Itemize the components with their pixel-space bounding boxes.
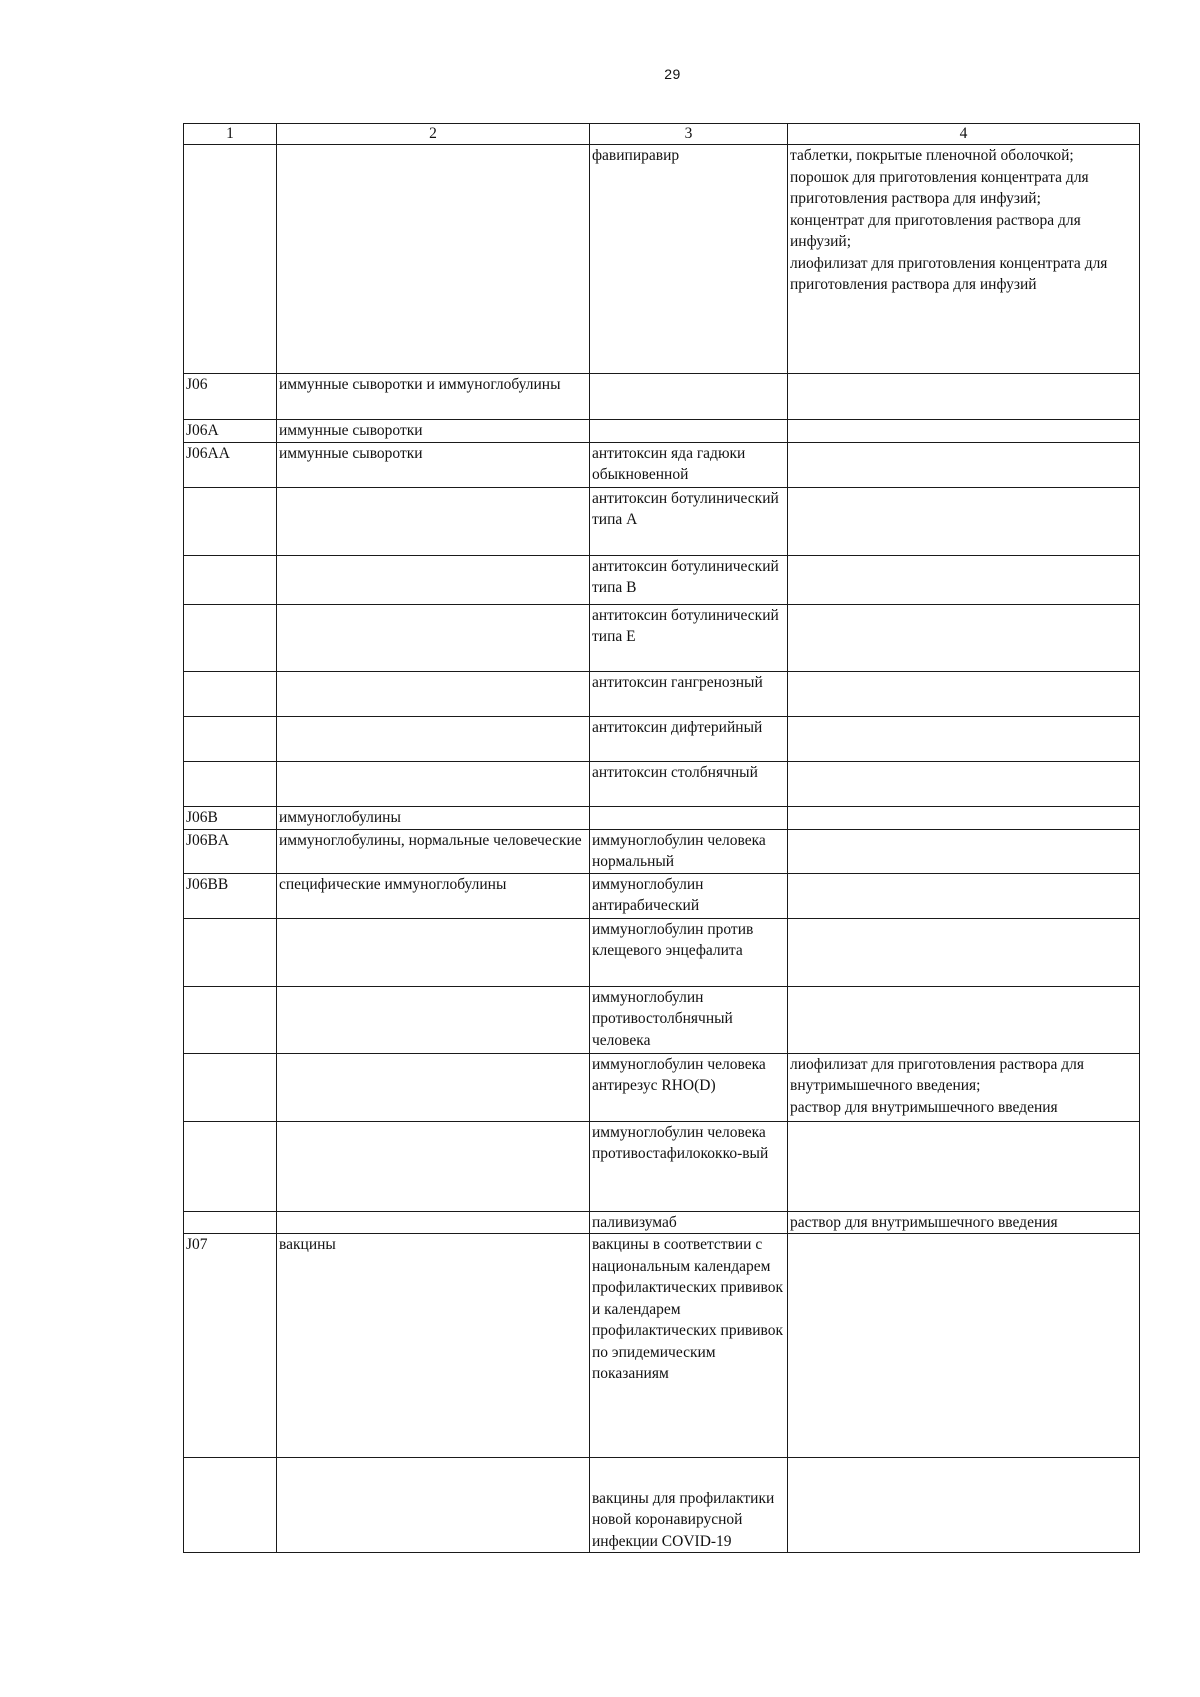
group-name-cell: иммуноглобулины — [277, 806, 590, 829]
dosage-form-line: лиофилизат для приготовления раствора для внутримышечного введения; — [790, 1055, 1085, 1094]
column-header-2: 2 — [277, 124, 590, 145]
drug-table — [183, 123, 1140, 1553]
table-row — [184, 1121, 1140, 1211]
dosage-form-line: концентрат для приготовления раствора для инфузий; — [790, 211, 1081, 250]
table-row — [184, 716, 1140, 761]
drug-name-cell: антитоксин ботулинический типа B — [590, 555, 788, 604]
drug-name-cell — [590, 374, 788, 420]
group-name-cell — [277, 1121, 590, 1211]
group-name-cell: специфические иммуноглобулины — [277, 873, 590, 918]
dosage-forms-cell — [788, 442, 1140, 487]
atc-code-cell — [184, 1211, 277, 1234]
atc-code-cell: J06B — [184, 806, 277, 829]
drug-name-cell: антитоксин ботулинический типа E — [590, 604, 788, 671]
dosage-forms-cell — [788, 806, 1140, 829]
table-row — [184, 873, 1140, 918]
column-header-3: 3 — [590, 124, 788, 145]
drug-name-cell: иммуноглобулин антирабический — [590, 873, 788, 918]
dosage-forms-cell — [788, 145, 1140, 374]
group-name-cell — [277, 1053, 590, 1121]
table-row — [184, 145, 1140, 374]
atc-code-cell — [184, 145, 277, 374]
table-row — [184, 829, 1140, 873]
table-row — [184, 555, 1140, 604]
table-row — [184, 374, 1140, 420]
group-name-cell — [277, 604, 590, 671]
dosage-forms-cell — [788, 420, 1140, 443]
atc-code-cell — [184, 604, 277, 671]
group-name-cell — [277, 716, 590, 761]
drug-name-cell: антитоксин яда гадюки обыкновенной — [590, 442, 788, 487]
drug-name-cell: иммуноглобулин противостолбнячный человека — [590, 986, 788, 1053]
group-name-cell — [277, 1211, 590, 1234]
drug-name-cell: антитоксин ботулинический типа A — [590, 487, 788, 555]
dosage-form-line: таблетки, покрытые пленочной оболочкой; — [790, 147, 1074, 164]
dosage-form-line: раствор для внутримышечного введения — [790, 1098, 1058, 1116]
atc-code-cell: J06 — [184, 374, 277, 420]
table-row — [184, 442, 1140, 487]
drug-name-cell: фавипиравир — [590, 145, 788, 374]
atc-code-cell — [184, 1053, 277, 1121]
atc-code-cell — [184, 986, 277, 1053]
atc-code-cell — [184, 761, 277, 806]
table-row — [184, 986, 1140, 1053]
atc-code-cell: J07 — [184, 1234, 277, 1458]
table-row — [184, 761, 1140, 806]
dosage-forms-cell — [788, 918, 1140, 986]
dosage-forms-cell — [788, 761, 1140, 806]
table-row — [184, 1234, 1140, 1458]
atc-code-cell — [184, 555, 277, 604]
atc-code-cell: J06AA — [184, 442, 277, 487]
drug-name-cell: антитоксин столбнячный — [590, 761, 788, 806]
table-row — [184, 487, 1140, 555]
column-header-4: 4 — [788, 124, 1140, 145]
dosage-forms-cell — [788, 986, 1140, 1053]
group-name-cell: иммунные сыворотки — [277, 442, 590, 487]
drug-name-cell: иммуноглобулин человека антирезус RHO(D) — [590, 1053, 788, 1121]
dosage-forms-cell — [788, 1053, 1140, 1121]
table-row — [184, 1211, 1140, 1234]
atc-code-cell: J06A — [184, 420, 277, 443]
table-row — [184, 604, 1140, 671]
table-row — [184, 1458, 1140, 1553]
group-name-cell: иммуноглобулины, нормальные человеческие — [277, 829, 590, 873]
dosage-forms-cell — [788, 555, 1140, 604]
group-name-cell: иммунные сыворотки и иммуноглобулины — [277, 374, 590, 420]
atc-code-cell: J06BA — [184, 829, 277, 873]
atc-code-cell — [184, 918, 277, 986]
drug-name-cell: паливизумаб — [590, 1211, 788, 1234]
table-row — [184, 806, 1140, 829]
drug-name-cell: иммуноглобулин человека нормальный — [590, 829, 788, 873]
table-row — [184, 671, 1140, 716]
group-name-cell: вакцины — [277, 1234, 590, 1458]
atc-code-cell — [184, 1458, 277, 1553]
dosage-forms-cell — [788, 1234, 1140, 1458]
group-name-cell — [277, 986, 590, 1053]
table-row — [184, 918, 1140, 986]
drug-name-cell: иммуноглобулин против клещевого энцефалита — [590, 918, 788, 986]
dosage-forms-cell — [788, 1458, 1140, 1553]
table-row — [184, 420, 1140, 443]
dosage-form-line: раствор для внутримышечного введения — [790, 1213, 1058, 1231]
group-name-cell: иммунные сыворотки — [277, 420, 590, 443]
atc-code-cell — [184, 716, 277, 761]
drug-name-cell — [590, 420, 788, 443]
group-name-cell — [277, 487, 590, 555]
drug-name-cell: антитоксин дифтерийный — [590, 716, 788, 761]
group-name-cell — [277, 555, 590, 604]
page-number: 29 — [664, 66, 681, 82]
drug-name-cell: иммуноглобулин человека противостафилококко-вый — [590, 1121, 788, 1211]
atc-code-cell — [184, 487, 277, 555]
dosage-forms-cell — [788, 671, 1140, 716]
dosage-forms-cell — [788, 829, 1140, 873]
drug-name-cell: антитоксин гангренозный — [590, 671, 788, 716]
group-name-cell — [277, 145, 590, 374]
drug-name-cell: вакцины для профилактики новой коронавирусной инфекции COVID-19 — [590, 1458, 788, 1553]
dosage-forms-cell — [788, 1121, 1140, 1211]
table-row — [184, 1053, 1140, 1121]
atc-code-cell: J06BB — [184, 873, 277, 918]
dosage-forms-cell — [788, 604, 1140, 671]
dosage-forms-cell — [788, 374, 1140, 420]
dosage-form-line: лиофилизат для приготовления концентрата для приготовления раствора для инфузий — [790, 254, 1108, 293]
dosage-forms-cell — [788, 716, 1140, 761]
drug-name-cell: вакцины в соответствии с национальным календарем профилактических прививок и календарем профилактических прививок по эпидемическим показаниям — [590, 1234, 788, 1458]
group-name-cell — [277, 918, 590, 986]
drug-name-cell — [590, 806, 788, 829]
atc-code-cell — [184, 671, 277, 716]
column-header-1: 1 — [184, 124, 277, 145]
dosage-forms-cell — [788, 487, 1140, 555]
atc-code-cell — [184, 1121, 277, 1211]
group-name-cell — [277, 761, 590, 806]
group-name-cell — [277, 1458, 590, 1553]
table-header-row — [184, 124, 1140, 145]
dosage-forms-cell — [788, 873, 1140, 918]
group-name-cell — [277, 671, 590, 716]
dosage-form-line: порошок для приготовления концентрата для приготовления раствора для инфузий; — [790, 168, 1089, 207]
dosage-forms-cell — [788, 1211, 1140, 1234]
